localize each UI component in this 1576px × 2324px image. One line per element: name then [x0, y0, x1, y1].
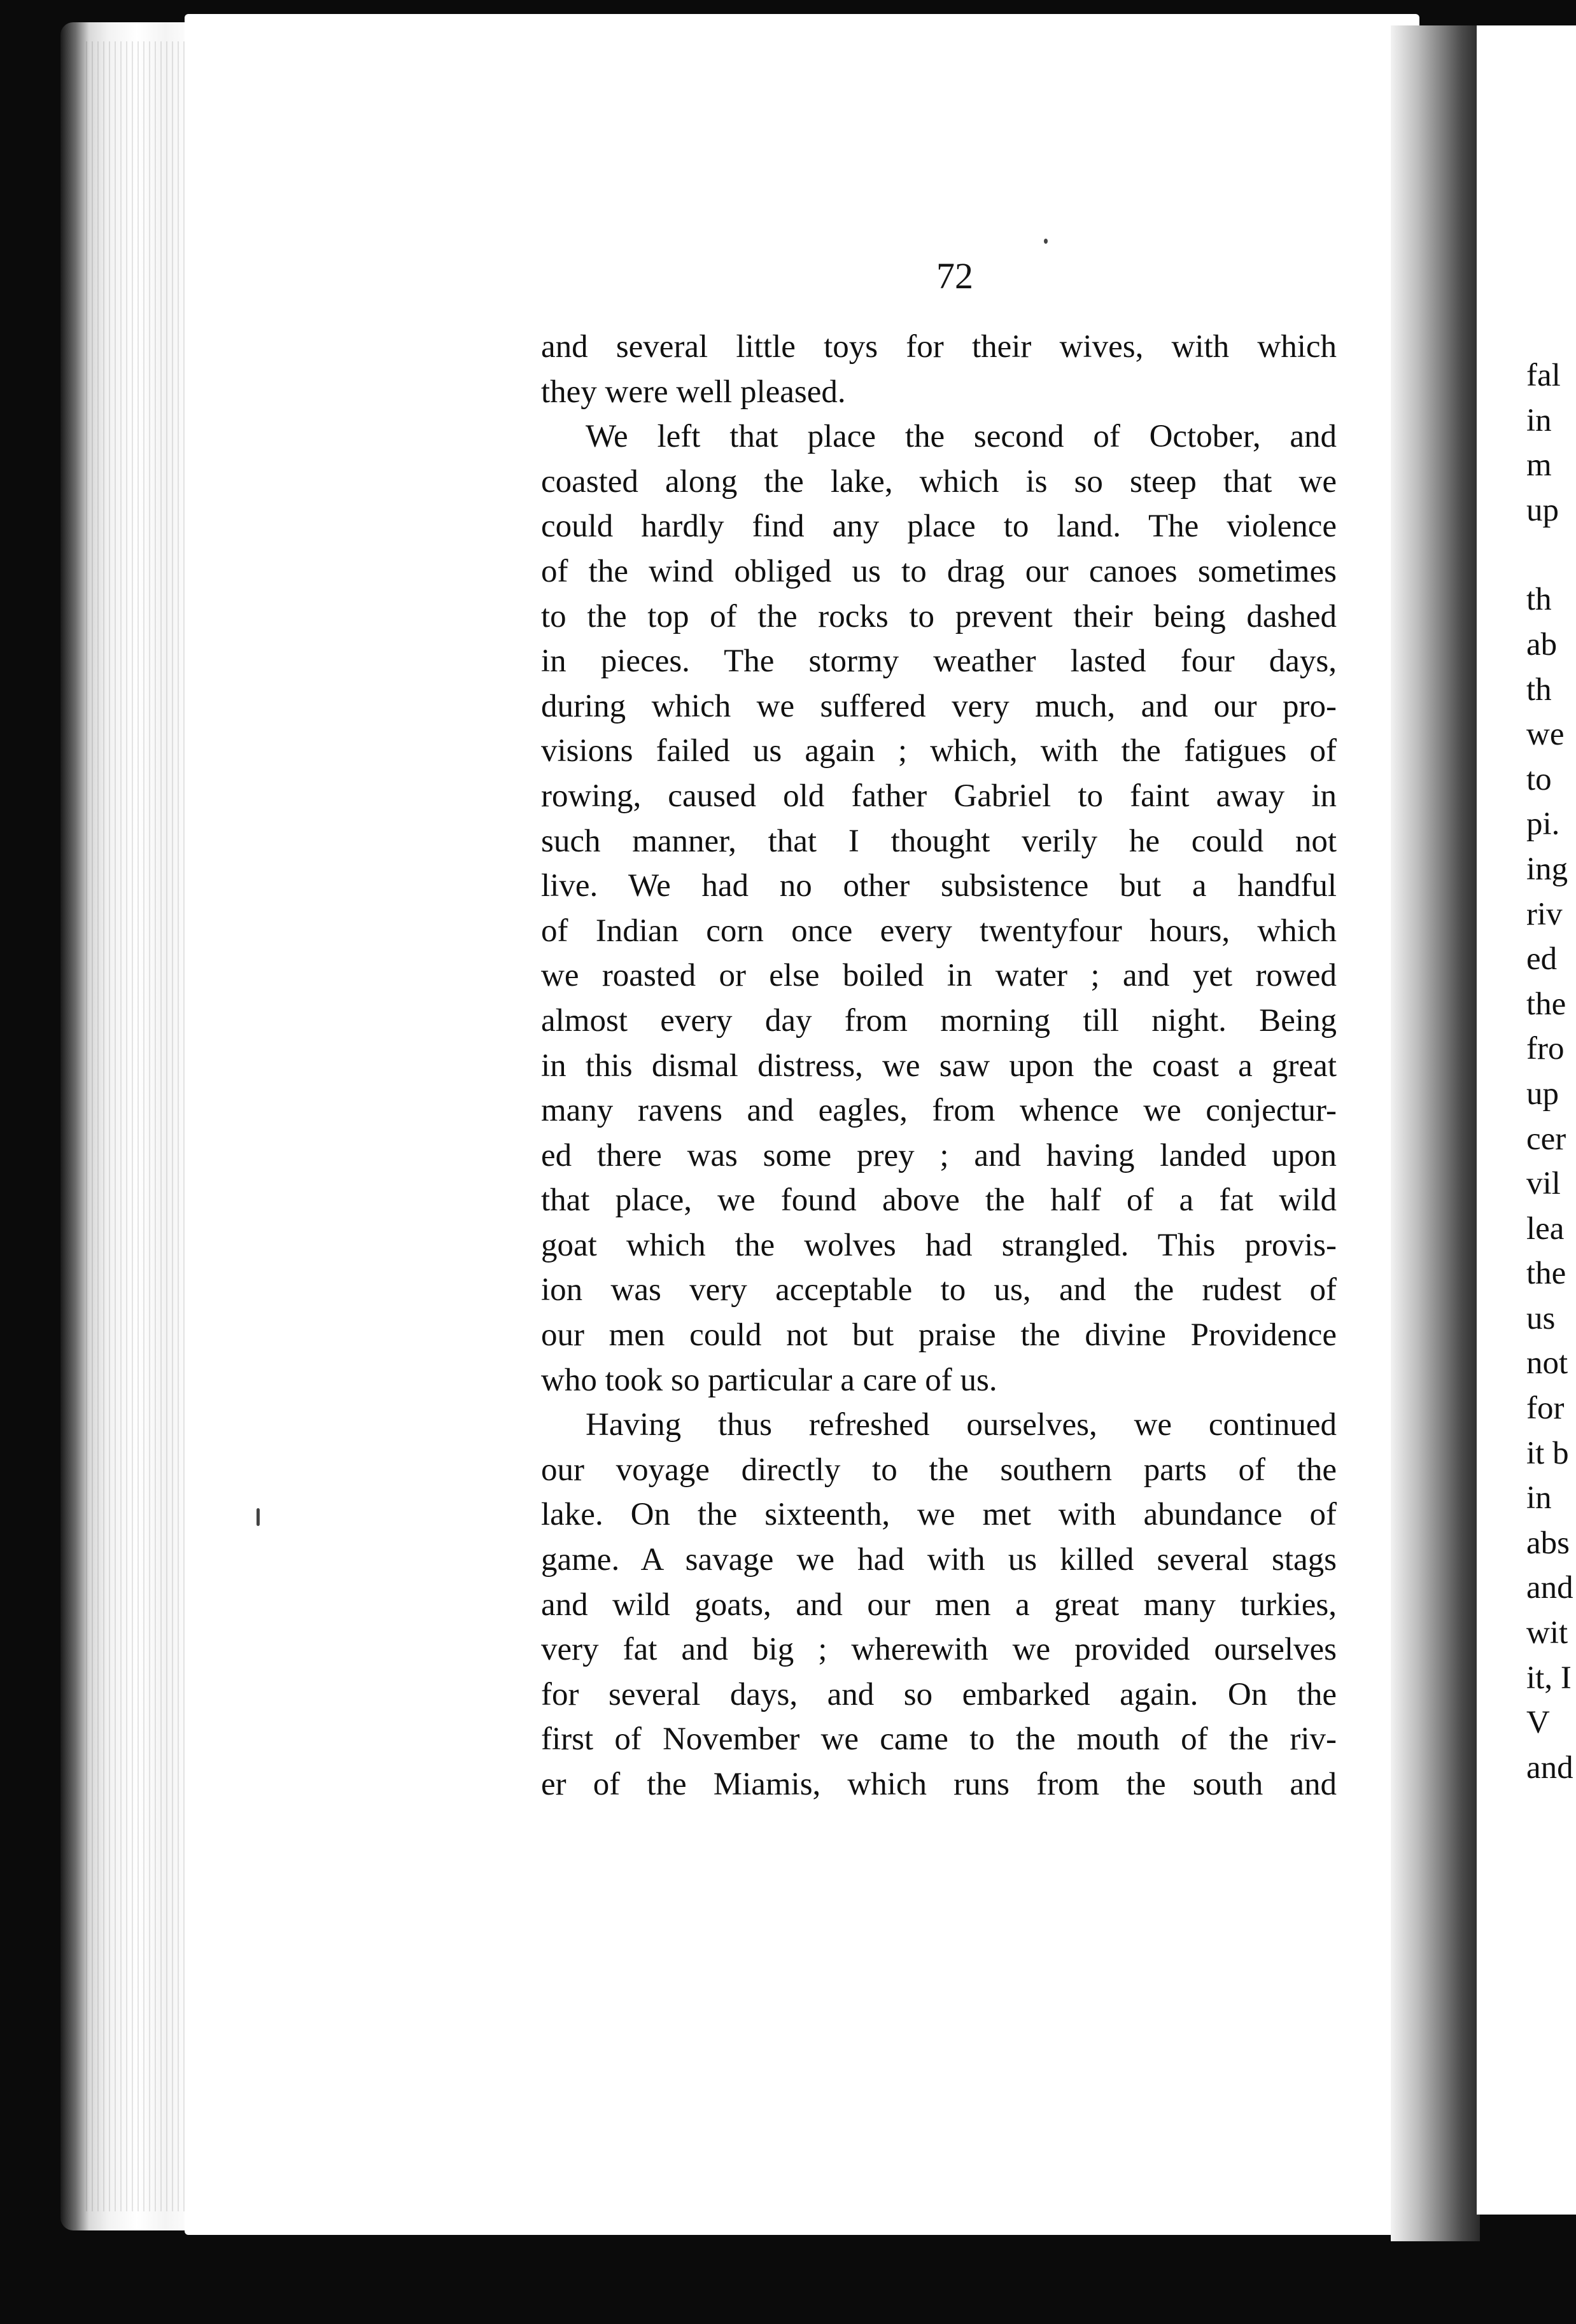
facing-text-fragment: it, I [1526, 1660, 1572, 1696]
facing-text-fragment: the [1526, 1256, 1566, 1292]
facing-text-fragment: up [1526, 492, 1559, 528]
ink-speck [257, 1508, 260, 1526]
text-line: of Indian corn once every twentyfour hours, which [541, 913, 1337, 949]
facing-text-fragment: the [1526, 986, 1566, 1022]
facing-text-fragment: in [1526, 1480, 1552, 1516]
text-line: ed there was some prey ; and having landed upon [541, 1137, 1337, 1173]
text-line: lake. On the sixteenth, we met with abundance of [541, 1497, 1337, 1533]
text-line: such manner, that I thought verily he could not [541, 823, 1337, 859]
facing-text-fragment: up [1526, 1075, 1559, 1112]
facing-text-fragment: fro [1526, 1031, 1565, 1067]
facing-text-fragment: it b [1526, 1435, 1569, 1471]
facing-text-fragment: lea [1526, 1210, 1565, 1247]
facing-text-fragment: we [1526, 717, 1565, 753]
text-line: and several little toys for their wives, with which [541, 329, 1337, 365]
facing-text-fragment: V [1526, 1705, 1550, 1741]
book-gutter-shadow [1391, 25, 1480, 2253]
text-line: we roasted or else boiled in water ; and yet rowed [541, 958, 1337, 994]
facing-text-fragment: and [1526, 1570, 1573, 1606]
ink-speck [1044, 239, 1048, 244]
text-line: almost every day from morning till night. Being [541, 1002, 1337, 1039]
facing-text-fragment: cer [1526, 1121, 1566, 1157]
text-line: live. We had no other subsistence but a handful [541, 868, 1337, 904]
facing-text-fragment: to [1526, 761, 1552, 797]
facing-text-fragment: ed [1526, 941, 1558, 977]
facing-text-fragment: pi. [1526, 806, 1560, 843]
text-line: coasted along the lake, which is so steep that we [541, 463, 1337, 500]
facing-text-fragment: m [1526, 447, 1552, 484]
text-line: and wild goats, and our men a great many turkies, [541, 1586, 1337, 1623]
text-line: Having thus refreshed ourselves, we continued [586, 1407, 1337, 1443]
text-line: in pieces. The stormy weather lasted four days, [541, 643, 1337, 680]
scan-bottom-border [0, 2241, 1576, 2324]
facing-text-fragment: th [1526, 582, 1552, 618]
text-line: for several days, and so embarked again. On the [541, 1676, 1337, 1712]
text-line: during which we suffered very much, and our pro- [541, 688, 1337, 724]
facing-text-fragment: riv [1526, 896, 1563, 932]
text-line: many ravens and eagles, from whence we conjectur- [541, 1093, 1337, 1129]
text-line: could hardly find any place to land. The violence [541, 508, 1337, 545]
text-line: first of November we came to the mouth of the riv- [541, 1721, 1337, 1758]
facing-text-fragment: not [1526, 1345, 1568, 1382]
facing-text-fragment: abs [1526, 1525, 1570, 1561]
text-line: ion was very acceptable to us, and the rudest of [541, 1272, 1337, 1308]
facing-text-fragment: for [1526, 1390, 1565, 1427]
page-body-text [541, 325, 1337, 1807]
facing-text-fragment: in [1526, 402, 1552, 438]
facing-text-fragment: us [1526, 1300, 1556, 1336]
facing-text-fragment: fal [1526, 358, 1561, 393]
text-line: that place, we found above the half of a fat wild [541, 1182, 1337, 1219]
facing-page-text-fragments [1526, 353, 1576, 1790]
text-line: goat which the wolves had strangled. This provis- [541, 1227, 1337, 1263]
facing-text-fragment: ing [1526, 851, 1568, 887]
text-line: very fat and big ; wherewith we provided ourselves [541, 1632, 1337, 1668]
text-line: in this dismal distress, we saw upon the coast a great [541, 1047, 1337, 1084]
facing-text-fragment: wit [1526, 1615, 1568, 1651]
facing-text-fragment: ab [1526, 626, 1558, 662]
text-line: our voyage directly to the southern parts of the [541, 1452, 1337, 1488]
text-line: visions failed us again ; which, with the fatigues of [541, 733, 1337, 769]
text-line: they were well pleased. [541, 374, 846, 410]
text-line: er of the Miamis, which runs from the south and [541, 1767, 1337, 1802]
facing-text-fragment: vil [1526, 1166, 1561, 1202]
text-line: who took so particular a care of us. [541, 1362, 997, 1398]
text-line: to the top of the rocks to prevent their being dashed [541, 598, 1337, 634]
text-line: game. A savage we had with us killed several stags [541, 1542, 1337, 1578]
text-line: We left that place the second of October, and [586, 419, 1337, 455]
facing-text-fragment: th [1526, 671, 1552, 708]
page-number: 72 [936, 255, 973, 297]
text-line: our men could not but praise the divine Providence [541, 1317, 1337, 1354]
text-line: of the wind obliged us to drag our canoes sometimes [541, 553, 1337, 589]
facing-text-fragment: and [1526, 1749, 1573, 1786]
text-line: rowing, caused old father Gabriel to faint away in [541, 778, 1337, 814]
